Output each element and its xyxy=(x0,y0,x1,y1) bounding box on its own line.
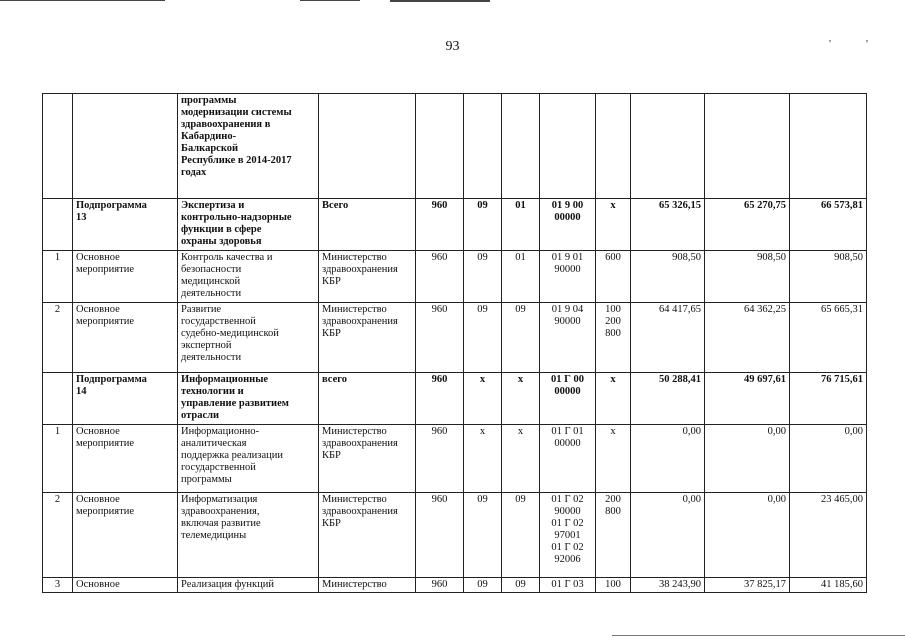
table-cell: Министерство здравоохранения КБР xyxy=(319,425,416,493)
table-cell: Информационно- аналитическая поддержка реализации государственной программы xyxy=(178,425,319,493)
table-row xyxy=(43,303,867,373)
table-row xyxy=(43,425,867,493)
table-cell: Министерство здравоохранения КБР xyxy=(319,303,416,373)
table-cell: Министерство xyxy=(319,578,416,593)
table-cell xyxy=(43,199,73,251)
table-row xyxy=(43,578,867,593)
table-cell: 65 270,75 xyxy=(705,199,790,251)
table-cell xyxy=(540,94,596,199)
table-cell: 65 665,31 xyxy=(790,303,867,373)
table-row xyxy=(43,199,867,251)
table-cell: 09 xyxy=(464,251,502,303)
table-cell: x xyxy=(464,425,502,493)
table-cell: 960 xyxy=(416,425,464,493)
table-cell: 01 Г 03 xyxy=(540,578,596,593)
corner-mark: ' xyxy=(866,38,868,50)
table-cell: Всего xyxy=(319,199,416,251)
table-cell: x xyxy=(502,373,540,425)
table-cell: 66 573,81 xyxy=(790,199,867,251)
table-cell: 37 825,17 xyxy=(705,578,790,593)
table-cell: 76 715,61 xyxy=(790,373,867,425)
table-cell: 09 xyxy=(502,493,540,578)
table-cell: 01 xyxy=(502,199,540,251)
table-cell: 0,00 xyxy=(705,493,790,578)
table-cell: Основное xyxy=(73,578,178,593)
table-cell: Подпрограмма 14 xyxy=(73,373,178,425)
table-cell: x xyxy=(596,199,631,251)
table-cell xyxy=(416,94,464,199)
table-cell: 09 xyxy=(464,493,502,578)
table-row xyxy=(43,493,867,578)
table-cell: 0,00 xyxy=(790,425,867,493)
table-cell: 960 xyxy=(416,373,464,425)
page-number: 93 xyxy=(445,39,460,54)
table-cell: 960 xyxy=(416,578,464,593)
table-cell: 960 xyxy=(416,199,464,251)
table-cell: x xyxy=(596,373,631,425)
table-cell: x xyxy=(502,425,540,493)
table-cell: всего xyxy=(319,373,416,425)
table-cell: 01 9 01 90000 xyxy=(540,251,596,303)
table-cell: Контроль качества и безопасности медицинской деятельности xyxy=(178,251,319,303)
table-cell xyxy=(705,94,790,199)
table-cell: 100 200 800 xyxy=(596,303,631,373)
table-cell: 01 9 00 00000 xyxy=(540,199,596,251)
table-cell: 01 xyxy=(502,251,540,303)
table-cell: 0,00 xyxy=(705,425,790,493)
table-cell: 41 185,60 xyxy=(790,578,867,593)
table-cell: Информатизация здравоохранения, включая развитие телемедицины xyxy=(178,493,319,578)
table-cell: 50 288,41 xyxy=(631,373,705,425)
scan-bottom-line xyxy=(612,635,905,636)
table-cell: 100 xyxy=(596,578,631,593)
table-cell: 0,00 xyxy=(631,493,705,578)
table-cell: 1 xyxy=(43,425,73,493)
table-cell: Подпрограмма 13 xyxy=(73,199,178,251)
table-cell: 49 697,61 xyxy=(705,373,790,425)
table-cell: 960 xyxy=(416,303,464,373)
table-cell: 09 xyxy=(464,578,502,593)
table-cell: 09 xyxy=(464,199,502,251)
table-cell: 09 xyxy=(502,578,540,593)
table-cell: Основное мероприятие xyxy=(73,303,178,373)
table-cell: 908,50 xyxy=(790,251,867,303)
table-cell xyxy=(43,373,73,425)
table-cell xyxy=(631,94,705,199)
table-cell: 38 243,90 xyxy=(631,578,705,593)
scan-top-line xyxy=(300,0,360,1)
table-cell: x xyxy=(596,425,631,493)
table-cell: 01 Г 00 00000 xyxy=(540,373,596,425)
table-cell: Экспертиза и контрольно-надзорные функции в сфере охраны здоровья xyxy=(178,199,319,251)
table-cell: x xyxy=(464,373,502,425)
table-cell: Министерство здравоохранения КБР xyxy=(319,251,416,303)
table-cell: 600 xyxy=(596,251,631,303)
table-cell xyxy=(319,94,416,199)
table-cell xyxy=(43,94,73,199)
table-row xyxy=(43,94,867,199)
table-cell: 908,50 xyxy=(705,251,790,303)
table-cell: Основное мероприятие xyxy=(73,425,178,493)
table-cell: 09 xyxy=(464,303,502,373)
program-table xyxy=(42,93,867,593)
table-cell: 2 xyxy=(43,493,73,578)
table-cell: 09 xyxy=(502,303,540,373)
table-cell: Реализация функций xyxy=(178,578,319,593)
table-row xyxy=(43,251,867,303)
table-cell xyxy=(502,94,540,199)
table-cell: программы модернизации системы здравоохранения в Кабардино- Балкарской Республике в 2014-2017 годах xyxy=(178,94,319,199)
table-cell: Основное мероприятие xyxy=(73,493,178,578)
table-cell: 64 362,25 xyxy=(705,303,790,373)
table-cell: Информационные технологии и управление развитием отрасли xyxy=(178,373,319,425)
table-row xyxy=(43,373,867,425)
table-cell xyxy=(596,94,631,199)
table-cell: 01 Г 02 90000 01 Г 02 97001 01 Г 02 92006 xyxy=(540,493,596,578)
table-cell xyxy=(73,94,178,199)
table-cell: 3 xyxy=(43,578,73,593)
table-cell: 01 Г 01 00000 xyxy=(540,425,596,493)
table-cell: 23 465,00 xyxy=(790,493,867,578)
table-cell xyxy=(464,94,502,199)
table-cell: 1 xyxy=(43,251,73,303)
table-cell xyxy=(790,94,867,199)
table-cell: Основное мероприятие xyxy=(73,251,178,303)
table-cell: 65 326,15 xyxy=(631,199,705,251)
table-cell: 960 xyxy=(416,251,464,303)
scan-top-line xyxy=(0,0,165,1)
corner-mark: ' xyxy=(829,38,831,50)
table-cell: 2 xyxy=(43,303,73,373)
scan-top-line xyxy=(390,0,490,2)
table-cell: 908,50 xyxy=(631,251,705,303)
table-cell: 0,00 xyxy=(631,425,705,493)
table-cell: 64 417,65 xyxy=(631,303,705,373)
table-cell: 960 xyxy=(416,493,464,578)
table-cell: Министерство здравоохранения КБР xyxy=(319,493,416,578)
table-cell: 200 800 xyxy=(596,493,631,578)
table-cell: 01 9 04 90000 xyxy=(540,303,596,373)
table-cell: Развитие государственной судебно-медицинской экспертной деятельности xyxy=(178,303,319,373)
table-body xyxy=(43,94,867,593)
